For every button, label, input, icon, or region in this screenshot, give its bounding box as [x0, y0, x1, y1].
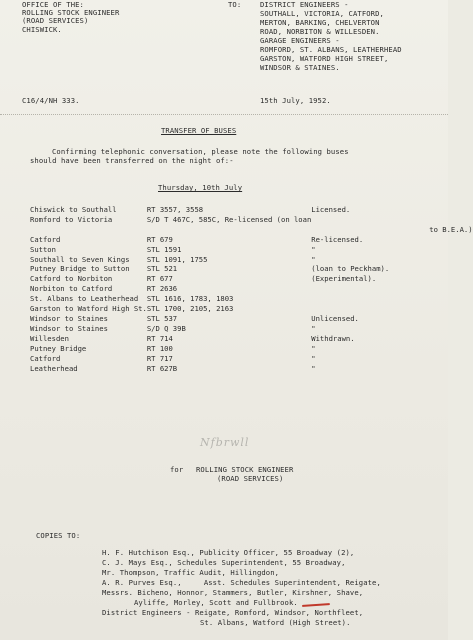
transfer-bus: RT 717	[146, 353, 173, 363]
transfer-note: "	[311, 343, 316, 353]
transfer-row	[30, 225, 473, 235]
transfer-bus: STL 537	[146, 313, 178, 323]
transfer-note	[311, 215, 472, 225]
transfer-from: Catford to Norbiton	[30, 274, 113, 284]
for-organisation-sub: (ROAD SERVICES)	[217, 474, 284, 483]
transfer-row	[30, 304, 473, 314]
transfer-note: "	[311, 254, 316, 264]
to-label: TO:	[228, 0, 242, 9]
transfer-from: Willesden	[30, 333, 69, 343]
office-line-4: CHISWICK.	[22, 25, 62, 34]
document-title: TRANSFER OF BUSES	[161, 126, 237, 135]
copy-line-4: A. R. Purves Esq., Asst. Schedules Superintendent, Reigate,	[102, 578, 381, 587]
transfer-bus: STL 521	[146, 264, 178, 274]
transfer-row	[30, 235, 473, 245]
transfer-from: Sutton	[30, 244, 56, 254]
transfer-from: Putney Bridge to Sutton	[30, 264, 130, 274]
transfer-note	[311, 294, 472, 304]
transfer-row	[30, 354, 473, 364]
transfer-note: to B.E.A.)	[429, 224, 473, 234]
transfer-from: Chiswick to Southall	[30, 205, 117, 214]
transfer-note: (Experimental).	[311, 274, 377, 284]
recipient-line-5: GARAGE ENGINEERS -	[260, 36, 340, 45]
transfer-bus: STL 1091, 1755	[146, 254, 208, 264]
transfer-row	[30, 255, 473, 265]
recipient-line-7: GARSTON, WATFORD HIGH STREET,	[260, 54, 389, 63]
transfer-row	[30, 215, 473, 225]
intro-line-2: should have been transferred on the night of:-	[30, 156, 234, 165]
copy-line-5: Messrs. Bicheno, Honnor, Stammers, Butler, Kirshner, Shave,	[102, 588, 364, 597]
transfer-bus: RT 3557, 3558	[146, 205, 204, 214]
transfer-bus: STL 1616, 1783, 1803	[146, 294, 234, 304]
for-organisation: ROLLING STOCK ENGINEER	[196, 465, 294, 474]
transfer-bus: S/D Q 39B	[146, 323, 186, 333]
transfer-from	[30, 225, 147, 235]
transfer-bus: RT 627B	[146, 363, 178, 373]
transfer-bus: RT 100	[146, 343, 173, 353]
transfer-note: "	[311, 363, 316, 373]
transfer-row	[30, 314, 473, 324]
transfer-from: Windsor to Staines	[30, 313, 108, 323]
copies-label: COPIES TO:	[36, 531, 81, 540]
recipient-line-2: SOUTHALL, VICTORIA, CATFORD,	[260, 9, 384, 18]
transfer-note: "	[311, 353, 316, 363]
transfer-row	[30, 364, 473, 374]
transfer-from: Catford	[30, 234, 61, 244]
fold-line	[0, 114, 448, 119]
copy-line-6: Ayliffe, Morley, Scott and Fullbrook.	[134, 598, 298, 607]
transfer-from: Catford	[30, 353, 61, 363]
recipient-line-1: DISTRICT ENGINEERS -	[260, 0, 349, 9]
transfer-note: Withdrawn.	[311, 333, 355, 343]
transfer-row	[30, 205, 473, 215]
transfer-bus: RT 679	[146, 234, 173, 244]
transfer-note: Licensed.	[311, 205, 351, 214]
transfer-note: (loan to Peckham).	[311, 264, 390, 274]
transfer-bus: RT 2636	[146, 284, 178, 294]
transfer-row	[30, 284, 473, 294]
office-line-3: (ROAD SERVICES)	[22, 16, 89, 25]
transfer-from: Leatherhead	[30, 363, 78, 373]
transfer-row	[30, 334, 473, 344]
transfer-bus	[147, 225, 311, 235]
transfer-row	[30, 264, 473, 274]
recipient-line-6: ROMFORD, ST. ALBANS, LEATHERHEAD	[260, 45, 402, 54]
transfer-note: "	[311, 244, 316, 254]
recipient-line-4: ROAD, NORBITON & WILLESDEN.	[260, 27, 380, 36]
copy-line-3: Mr. Thompson, Traffic Audit, Hillingdon,	[102, 568, 280, 577]
transfer-note: Re-licensed.	[311, 234, 364, 244]
transfer-note	[311, 304, 472, 314]
transfer-bus: STL 1591	[146, 244, 182, 254]
transfer-bus: STL 1700, 2105, 2163	[146, 304, 234, 314]
transfer-bus: RT 677	[146, 274, 173, 284]
transfer-from: Putney Bridge	[30, 343, 87, 353]
transfer-from: Norbiton to Catford	[30, 284, 113, 294]
transfers-table	[30, 205, 473, 373]
reference-number: C16/4/NH 333.	[22, 96, 80, 105]
letter-date: 15th July, 1952.	[260, 96, 331, 105]
transfer-bus: S/D T 467C, 585C, Re-licensed (on loan	[146, 214, 312, 224]
transfer-row	[30, 274, 473, 284]
recipient-line-3: MERTON, BARKING, CHELVERTON	[260, 18, 380, 27]
copy-line-1: H. F. Hutchison Esq., Publicity Officer, 55 Broadway (2),	[102, 548, 355, 557]
transfer-bus: RT 714	[146, 333, 173, 343]
transfer-note: "	[311, 323, 316, 333]
transfer-from: Windsor to Staines	[30, 323, 108, 333]
transfer-from: Southall to Seven Kings	[30, 254, 130, 264]
copy-line-8: St. Albans, Watford (High Street).	[200, 618, 351, 627]
transfer-row	[30, 324, 473, 334]
transfer-from: St. Albans to Leatherhead	[30, 294, 139, 304]
recipient-line-8: WINDSOR & STAINES.	[260, 63, 340, 72]
transfer-day: Thursday, 10th July	[158, 183, 243, 192]
copy-line-2: C. J. Mays Esq., Schedules Superintendent, 55 Broadway,	[102, 558, 346, 567]
transfer-row	[30, 344, 473, 354]
transfer-from: Romford to Victoria	[30, 214, 113, 224]
transfer-row	[30, 245, 473, 255]
intro-line-1: Confirming telephonic conversation, please note the following buses	[52, 147, 349, 156]
handwritten-signature: Nfbrwll	[200, 436, 250, 449]
transfer-from: Garston to Watford High St.	[30, 304, 147, 314]
office-line-2: ROLLING STOCK ENGINEER	[22, 8, 120, 17]
transfer-row	[30, 294, 473, 304]
transfer-note	[311, 284, 472, 294]
red-pencil-mark	[302, 603, 330, 607]
transfer-note: Unlicensed.	[311, 313, 359, 323]
for-label: for	[170, 465, 184, 474]
copy-line-7: District Engineers - Reigate, Romford, Windsor, Northfleet,	[102, 608, 364, 617]
office-line-1: OFFICE OF THE:	[22, 0, 84, 9]
